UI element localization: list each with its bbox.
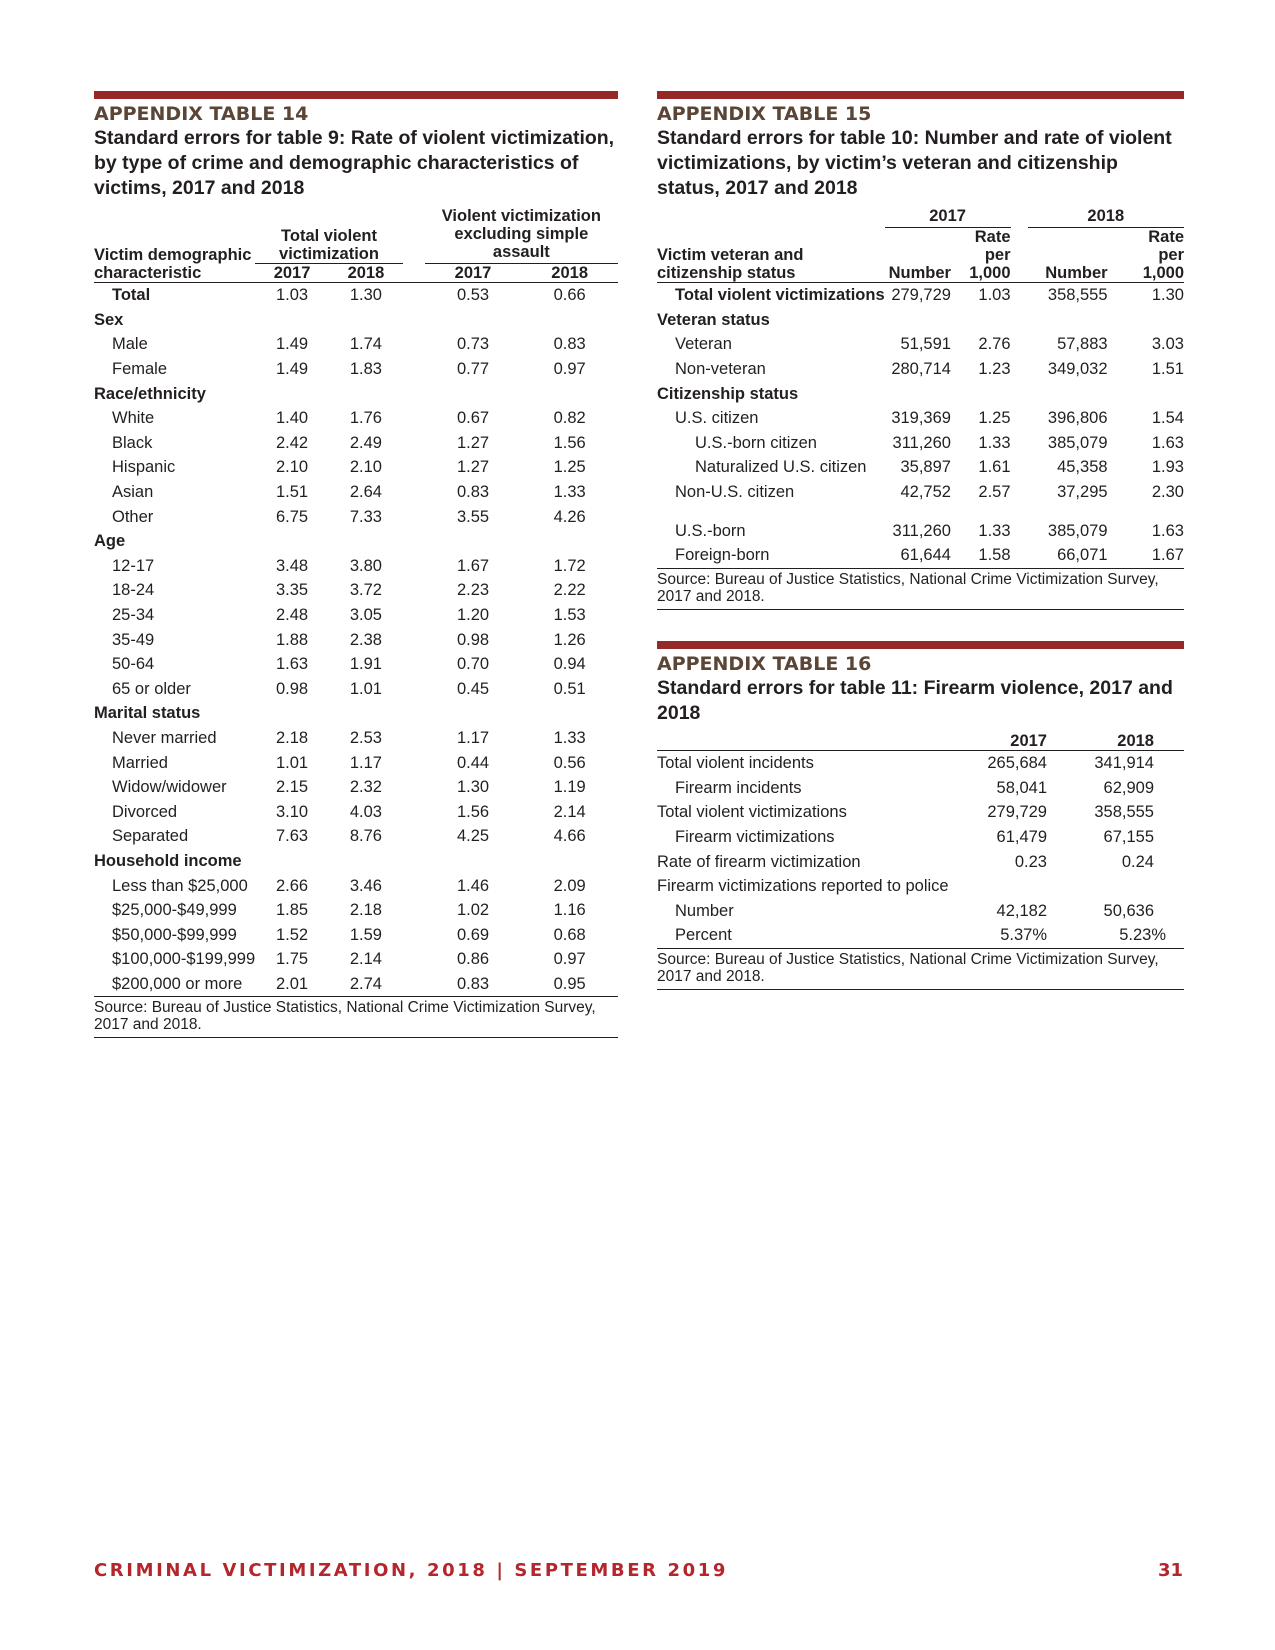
row-label: $200,000 or more [112, 974, 243, 993]
table-row [94, 775, 618, 800]
cell-value: 1.03 [978, 286, 1011, 305]
column-header: 2017 [957, 732, 1047, 751]
row-label: Veteran [675, 335, 732, 354]
table-row [657, 751, 1184, 776]
cell-value: 4.26 [553, 507, 586, 526]
column-header: 2018 [521, 264, 618, 283]
cell-value: 1.40 [276, 409, 309, 428]
cell-value: 2.14 [553, 802, 586, 821]
row-label: Firearm victimizations reported to police [657, 877, 949, 896]
row-label: Never married [112, 728, 217, 747]
table-row [94, 480, 618, 505]
cell-value: 1.49 [276, 335, 309, 354]
column-header: Number [885, 228, 951, 283]
cell-value: 1.30 [1151, 286, 1184, 305]
cell-value: 2.15 [276, 778, 309, 797]
cell-value: 3.80 [349, 556, 382, 575]
cell-value: 1.91 [349, 655, 382, 674]
table-row [94, 578, 618, 603]
table-row [94, 824, 618, 849]
cell-value: 42,182 [996, 901, 1047, 920]
cell-value: 2.18 [276, 728, 309, 747]
cell-value: 1.85 [276, 901, 309, 920]
column-header: 2018 [329, 264, 403, 283]
cell-value: 1.67 [1151, 546, 1184, 565]
cell-value: 1.56 [456, 802, 490, 821]
column-group-header: Violent victimization excluding simple assault [425, 207, 618, 264]
table-row [94, 504, 618, 529]
row-label: Non-U.S. citizen [675, 483, 795, 502]
cell-value: 67,155 [1103, 828, 1154, 847]
cell-value: 1.83 [349, 360, 382, 379]
row-label: $100,000-$199,999 [112, 950, 256, 969]
row-label: Age [94, 532, 126, 551]
table-row [657, 431, 1184, 456]
cell-value: 45,358 [1057, 458, 1108, 477]
column-header: Rate per 1,000 [951, 228, 1011, 283]
cell-value: 1.26 [553, 630, 586, 649]
cell-value: 1.63 [1151, 433, 1184, 452]
row-label: Citizenship status [657, 384, 799, 403]
cell-value: 0.51 [553, 679, 586, 698]
cell-value: 3.55 [456, 507, 490, 526]
appendix-table-14 [94, 91, 618, 1038]
column-header: Rate per 1,000 [1108, 228, 1184, 283]
table-body [657, 283, 1184, 569]
cell-value: 0.67 [456, 409, 490, 428]
cell-value: 2.10 [276, 458, 309, 477]
table-section-header [94, 381, 618, 406]
cell-value: 1.46 [456, 876, 490, 895]
row-label: Total violent victimizations [675, 286, 885, 305]
appendix-table-15 [657, 91, 1184, 610]
column-header: Number [1028, 228, 1108, 283]
cell-value: 0.97 [553, 360, 586, 379]
cell-value: 1.19 [553, 778, 586, 797]
cell-value: 0.69 [456, 925, 490, 944]
row-label: U.S. citizen [675, 409, 759, 428]
cell-value: 2.74 [349, 974, 382, 993]
cell-value: 1.53 [553, 606, 586, 625]
table-row [94, 652, 618, 677]
row-label: 25-34 [112, 606, 155, 625]
cell-value: 0.53 [456, 286, 490, 305]
cell-value: 279,729 [987, 803, 1047, 822]
appendix-table-16 [657, 641, 1184, 990]
row-label: 50-64 [112, 655, 155, 674]
cell-value: 2.22 [553, 581, 586, 600]
stub-header: Victim demographic characteristic [94, 207, 255, 283]
cell-value: 2.48 [276, 606, 309, 625]
publication-footer: CRIMINAL VICTIMIZATION, 2018 | SEPTEMBER 2019 [94, 1560, 728, 1581]
cell-value: 1.25 [553, 458, 586, 477]
table-title: Standard errors for table 11: Firearm violence, 2017 and 2018 [657, 677, 1173, 724]
cell-value: 0.86 [456, 950, 490, 969]
row-label: $25,000-$49,999 [112, 901, 237, 920]
column-header: 2018 [1047, 732, 1184, 751]
cell-value: 3.10 [276, 802, 309, 821]
cell-value: 0.23 [1014, 852, 1047, 871]
table-row [94, 283, 618, 308]
table-title: Standard errors for table 10: Number and rate of violent victimizations, by victim’s veteran and citizenship status, 2017 and 2018 [657, 127, 1172, 199]
source-note: Source: Bureau of Justice Statistics, National Crime Victimization Survey, 2017 and 2018. [94, 997, 618, 1038]
cell-value: 0.98 [276, 679, 309, 698]
cell-value: 1.25 [978, 409, 1011, 428]
cell-value: 2.57 [978, 483, 1011, 502]
table-row [657, 283, 1184, 308]
cell-value: 62,909 [1103, 778, 1154, 797]
cell-value: 1.27 [456, 458, 490, 477]
cell-value: 358,555 [1094, 803, 1154, 822]
cell-value: 1.76 [349, 409, 382, 428]
table-row [94, 726, 618, 751]
cell-value: 2.14 [349, 950, 382, 969]
row-label: Asian [112, 483, 154, 502]
table-row [94, 873, 618, 898]
cell-value: 1.52 [276, 925, 309, 944]
cell-value: 0.77 [456, 360, 490, 379]
cell-value: 1.33 [553, 483, 586, 502]
table-row [94, 947, 618, 972]
cell-value: 1.01 [349, 679, 382, 698]
cell-value: 6.75 [276, 507, 309, 526]
row-label: 65 or older [112, 679, 191, 698]
cell-value: 0.82 [553, 409, 586, 428]
cell-value: 1.01 [276, 753, 309, 772]
row-label: Naturalized U.S. citizen [695, 458, 867, 477]
cell-value: 279,729 [891, 286, 951, 305]
cell-value: 7.33 [349, 507, 382, 526]
cell-value: 50,636 [1103, 901, 1154, 920]
table-row [657, 899, 1184, 924]
cell-value: 1.58 [978, 546, 1011, 565]
row-label: Female [112, 360, 168, 379]
cell-value: 2.32 [349, 778, 382, 797]
cell-value: 4.66 [553, 827, 586, 846]
column-group-header: 2017 [885, 207, 1011, 228]
cell-value: 0.83 [456, 974, 490, 993]
cell-value: 1.49 [276, 360, 309, 379]
cell-value: 2.76 [978, 335, 1011, 354]
cell-value: 4.03 [349, 802, 382, 821]
cell-value: 0.97 [553, 950, 586, 969]
cell-value: 1.63 [1151, 521, 1184, 540]
column-header: 2017 [425, 264, 522, 283]
cell-value: 358,555 [1047, 286, 1108, 305]
row-label: Race/ethnicity [94, 384, 206, 403]
cell-value: 1.74 [349, 335, 382, 354]
table-section-header [94, 308, 618, 333]
column-group-header: Total violent victimization [255, 207, 403, 264]
cell-value: 1.30 [456, 778, 490, 797]
cell-value: 66,071 [1057, 546, 1108, 565]
column-group-header: 2018 [1028, 207, 1184, 228]
cell-value: 2.09 [553, 876, 586, 895]
table-row [657, 800, 1184, 825]
cell-value: 1.72 [553, 556, 586, 575]
cell-value: 0.44 [456, 753, 490, 772]
cell-value: 385,079 [1047, 521, 1108, 540]
row-label: Hispanic [112, 458, 176, 477]
cell-value: 349,032 [1047, 360, 1108, 379]
cell-value: 0.66 [553, 286, 586, 305]
cell-value: 1.88 [276, 630, 309, 649]
cell-value: 5.23% [1119, 926, 1166, 945]
row-label: Less than $25,000 [112, 876, 248, 895]
row-label: Total violent incidents [657, 754, 814, 773]
cell-value: 42,752 [900, 483, 951, 502]
row-label: U.S.-born citizen [695, 433, 817, 452]
cell-value: 1.56 [553, 433, 586, 452]
cell-value: 1.23 [978, 360, 1011, 379]
cell-value: 0.70 [456, 655, 490, 674]
cell-value: 2.66 [276, 876, 309, 895]
cell-value: 0.56 [553, 753, 586, 772]
source-note: Source: Bureau of Justice Statistics, National Crime Victimization Survey, 2017 and 2018. [657, 568, 1184, 609]
table-row [657, 455, 1184, 480]
cell-value: 61,479 [996, 828, 1047, 847]
cell-value: 3.35 [276, 581, 309, 600]
cell-value: 3.46 [349, 876, 382, 895]
cell-value: 2.18 [349, 901, 382, 920]
cell-value: 1.54 [1151, 409, 1184, 428]
row-label: Firearm victimizations [675, 828, 835, 847]
table-row [94, 972, 618, 997]
cell-value: 51,591 [900, 335, 951, 354]
row-label: Widow/widower [112, 778, 227, 797]
cell-value: 311,260 [892, 521, 951, 540]
cell-value: 2.01 [276, 974, 309, 993]
row-label: Married [112, 753, 168, 772]
cell-value: 0.95 [553, 974, 586, 993]
table-row [94, 431, 618, 456]
row-label: Number [675, 901, 734, 920]
cell-value: 319,369 [891, 409, 951, 428]
cell-value: 3.48 [276, 556, 309, 575]
table-top-rule [657, 641, 1184, 649]
data-table [94, 207, 618, 1038]
cell-value: 0.83 [553, 335, 586, 354]
row-label: Sex [94, 310, 124, 329]
cell-value: 2.30 [1151, 483, 1184, 502]
cell-value: 0.83 [456, 483, 490, 502]
table-row [657, 776, 1184, 801]
cell-value: 5.37% [1000, 926, 1047, 945]
table-row [657, 543, 1184, 568]
table-row [94, 898, 618, 923]
cell-value: 7.63 [276, 827, 309, 846]
cell-value: 1.61 [978, 458, 1011, 477]
row-label: 35-49 [112, 630, 155, 649]
table-row [94, 627, 618, 652]
stub-header: Victim veteran and citizenship status [657, 207, 885, 283]
table-row [657, 849, 1184, 874]
row-label: Male [112, 335, 148, 354]
cell-value: 0.94 [553, 655, 586, 674]
row-label: 18-24 [112, 581, 155, 600]
cell-value: 341,914 [1094, 754, 1154, 773]
table-row [657, 825, 1184, 850]
table-section-header [657, 381, 1184, 406]
cell-value: 2.53 [349, 728, 382, 747]
cell-value: 37,295 [1057, 483, 1108, 502]
cell-value: 311,260 [892, 433, 951, 452]
column-header: 2017 [255, 264, 329, 283]
table-row [94, 332, 618, 357]
table-row [657, 357, 1184, 382]
row-label: Other [112, 507, 154, 526]
cell-value: 1.16 [553, 901, 586, 920]
table-section-header [94, 701, 618, 726]
cell-value: 1.30 [349, 286, 382, 305]
row-label: Percent [675, 926, 732, 945]
row-label: Non-veteran [675, 360, 766, 379]
cell-value: 1.67 [456, 556, 490, 575]
cell-value: 1.63 [276, 655, 309, 674]
cell-value: 1.51 [1151, 360, 1184, 379]
row-label: Marital status [94, 704, 201, 723]
row-label: White [112, 409, 155, 428]
table-row [94, 677, 618, 702]
row-label: $50,000-$99,999 [112, 925, 237, 944]
table-row [657, 406, 1184, 431]
cell-value: 61,644 [900, 546, 951, 565]
table-section-header [657, 874, 1184, 899]
row-label: Foreign-born [675, 546, 770, 565]
data-table [657, 732, 1184, 990]
table-title: Standard errors for table 9: Rate of violent victimization, by type of crime and demographic characteristics of victims, 2017 and 2018 [94, 127, 615, 199]
table-body [657, 751, 1184, 949]
table-label: APPENDIX TABLE 16 [657, 653, 872, 675]
cell-value: 1.17 [349, 753, 382, 772]
table-section-header [94, 849, 618, 874]
cell-value: 265,684 [987, 754, 1047, 773]
cell-value: 1.20 [456, 606, 490, 625]
table-section-header [657, 308, 1184, 333]
cell-value: 2.42 [276, 433, 309, 452]
row-label: Firearm incidents [675, 778, 802, 797]
row-label: Separated [112, 827, 189, 846]
page-number: 31 [1157, 1560, 1183, 1581]
cell-value: 58,041 [996, 778, 1047, 797]
cell-value: 280,714 [891, 360, 951, 379]
cell-value: 1.33 [978, 521, 1011, 540]
cell-value: 1.02 [456, 901, 490, 920]
row-label: 12-17 [112, 556, 155, 575]
cell-value: 396,806 [1047, 409, 1108, 428]
row-label: Black [112, 433, 153, 452]
table-row [94, 554, 618, 579]
table-row [657, 332, 1184, 357]
cell-value: 1.27 [456, 433, 490, 452]
cell-value: 0.68 [553, 925, 586, 944]
cell-value: 1.75 [276, 950, 309, 969]
table-body [94, 283, 618, 997]
row-label: U.S.-born [675, 521, 746, 540]
table-row [94, 455, 618, 480]
cell-value: 2.49 [349, 433, 382, 452]
row-label: Veteran status [657, 310, 770, 329]
table-label: APPENDIX TABLE 15 [657, 103, 872, 125]
table-row [657, 518, 1184, 543]
cell-value: 0.98 [456, 630, 490, 649]
table-row [657, 480, 1184, 505]
table-row [94, 603, 618, 628]
cell-value: 2.64 [349, 483, 382, 502]
table-section-header [94, 529, 618, 554]
row-label: Rate of firearm victimization [657, 852, 861, 871]
cell-value: 385,079 [1047, 433, 1108, 452]
cell-value: 0.45 [456, 679, 490, 698]
source-note: Source: Bureau of Justice Statistics, National Crime Victimization Survey, 2017 and 2018. [657, 948, 1184, 989]
cell-value: 2.38 [349, 630, 382, 649]
cell-value: 2.23 [456, 581, 490, 600]
cell-value: 1.59 [349, 925, 382, 944]
table-label: APPENDIX TABLE 14 [94, 103, 309, 125]
cell-value: 3.05 [349, 606, 382, 625]
table-row [94, 799, 618, 824]
cell-value: 0.73 [456, 335, 490, 354]
cell-value: 1.33 [978, 433, 1011, 452]
cell-value: 2.10 [349, 458, 382, 477]
data-table [657, 207, 1184, 610]
cell-value: 4.25 [456, 827, 490, 846]
cell-value: 1.51 [276, 483, 309, 502]
table-row [94, 922, 618, 947]
cell-value: 57,883 [1057, 335, 1108, 354]
row-label: Household income [94, 851, 242, 870]
cell-value: 3.03 [1151, 335, 1184, 354]
cell-value: 35,897 [900, 458, 951, 477]
cell-value: 8.76 [349, 827, 382, 846]
table-row [657, 923, 1184, 948]
cell-value: 1.17 [456, 728, 490, 747]
table-row [94, 750, 618, 775]
row-label: Total violent victimizations [657, 803, 847, 822]
table-top-rule [94, 91, 618, 99]
cell-value: 1.33 [553, 728, 586, 747]
table-top-rule [657, 91, 1184, 99]
cell-value: 0.24 [1121, 852, 1154, 871]
cell-value: 3.72 [349, 581, 382, 600]
table-row [94, 406, 618, 431]
cell-value: 1.93 [1151, 458, 1184, 477]
table-row [94, 357, 618, 382]
row-label: Divorced [112, 802, 178, 821]
cell-value: 1.03 [276, 286, 309, 305]
row-label: Total [112, 286, 151, 305]
